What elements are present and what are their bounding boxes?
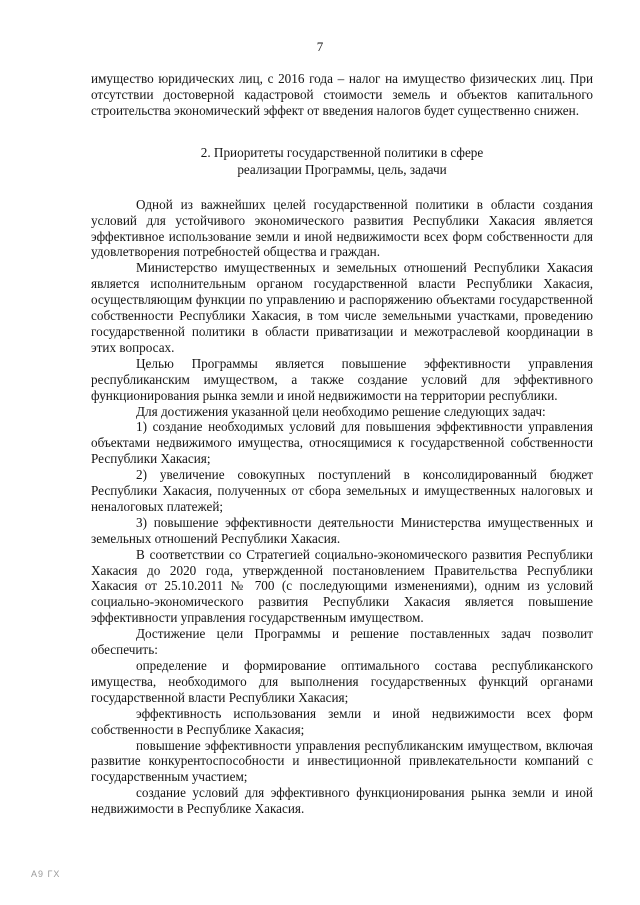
task-item-2: 2) увеличение совокупных поступлений в консолидированный бюджет Республики Хакасия, полученных от сбора земельных и имущественных налоговых и неналоговых платежей; [91, 467, 593, 514]
paragraph-program-goal: Целью Программы является повышение эффективности управления республиканским имуществом, а также создание условий для эффективного функционирования рынка земли и иной недвижимости на территории республики. [91, 355, 593, 403]
paragraph-tasks-intro: Для достижения указанной цели необходимо решение следующих задач: [136, 403, 546, 419]
outcome-item-2: эффективность использования земли и иной недвижимости всех форм собственности в Республике Хакасия; [91, 705, 593, 737]
section-heading-line2: реализации Программы, цель, задачи [237, 161, 447, 177]
paragraph-outcomes-intro: Достижение цели Программы и решение поставленных задач позволит обеспечить: [91, 626, 593, 658]
footer-mark: А9 ГХ [31, 869, 61, 879]
section-heading-line1: 2. Приоритеты государственной политики в сфере [200, 144, 484, 160]
paragraph-strategy: В соответствии со Стратегией социально-экономического развития Республики Хакасия до 2020 года, утвержденной постановлением Правительства Республики Хакасия от 25.10.2011 № 700 (с последующими изменениями), одним из условий социально-экономического развития Республики Хакасия является повышение эффективности управления государственным имуществом. [91, 546, 593, 626]
outcome-item-1: определение и формирование оптимального состава республиканского имущества, необходимого для выполнения государственных функций органами государственной власти Республики Хакасия; [91, 658, 593, 705]
outcome-item-3: повышение эффективности управления республиканским имуществом, включая развитие конкурентоспособности и инвестиционной привлекательности компаний с государственным участием; [91, 737, 593, 785]
task-item-3: 3) повышение эффективности деятельности Министерства имущественных и земельных отношений Республики Хакасия. [91, 514, 593, 546]
intro-paragraph: имущество юридических лиц, с 2016 года – налог на имущество физических лиц. При отсутствии достоверной кадастровой стоимости земель и объектов капитального строительства экономический эффект от введения налогов будет существенно снижен. [91, 71, 593, 118]
outcome-item-4: создание условий для эффективного функционирования рынка земли и иной недвижимости в Республике Хакасия. [91, 785, 593, 817]
document-body [91, 71, 593, 817]
task-item-1: 1) создание необходимых условий для повышения эффективности управления объектами недвижимого имущества, относящимися к государственной собственности Республики Хакасия; [91, 419, 593, 467]
paragraph-goals: Одной из важнейших целей государственной политики в области создания условий для устойчивого экономического развития Республики Хакасия является эффективное использование земли и иной недвижимости всех форм собственности для удовлетворения потребностей общества и граждан. [91, 196, 593, 260]
page-number: 7 [316, 39, 324, 54]
section-heading [91, 144, 593, 178]
paragraph-ministry: Министерство имущественных и земельных отношений Республики Хакасия является исполнительным органом государственной власти Республики Хакасия, осуществляющим функции по управлению и распоряжению объектами государственной собственности Республики Хакасия, в том числе земельными участками, проведению государственной политики в области приватизации и межотраслевой координации в этих вопросах. [91, 260, 593, 355]
